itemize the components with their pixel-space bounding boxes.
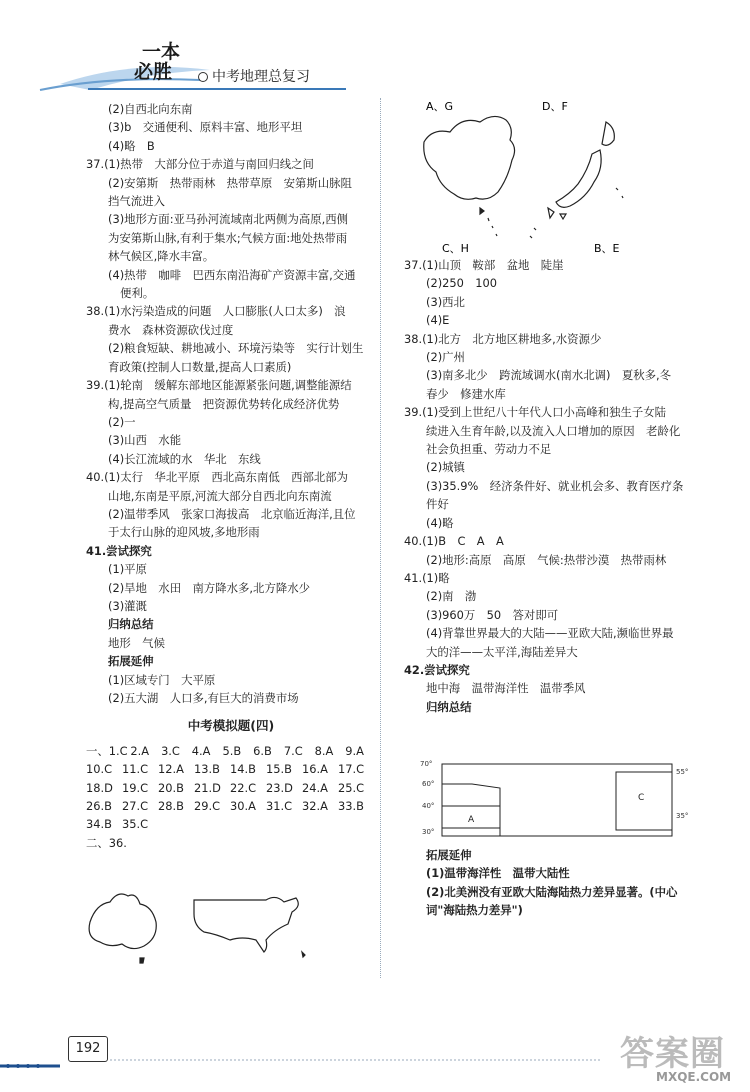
text-line: 37.(1)热带 大部分位于赤道与南回归线之间	[86, 157, 314, 172]
text-line: 40.(1)太行 华北平原 西北高东南低 西部北部为	[86, 470, 349, 485]
text-line: 41.尝试探究	[86, 543, 152, 558]
text-line: 春少 修建水库	[426, 386, 506, 401]
answer-cell: 33.B	[338, 799, 364, 814]
text-line: 38.(1)水污染造成的问题 人口膨胀(人口太多) 浪	[86, 304, 346, 319]
text-line: 便利。	[120, 286, 155, 301]
text-line: 大的洋——太平洋,海陆差异大	[426, 644, 578, 659]
answer-cell: 20.B	[158, 780, 184, 795]
text-line: (4)长江流域的水 华北 东线	[108, 451, 261, 466]
text-line: 42.尝试探究	[404, 662, 470, 677]
text-line: (2)五大湖 人口多,有巨大的消费市场	[108, 691, 299, 705]
answer-cell: 16.A	[302, 762, 328, 777]
answer-cell: 32.A	[302, 799, 328, 814]
exam-title: 中考模拟题(四)	[187, 718, 275, 734]
answer-cell: 11.C	[122, 762, 149, 777]
text-line: 归纳总结	[108, 617, 154, 632]
answer-row	[86, 797, 376, 815]
text-line: 40.(1)B C A A	[404, 534, 504, 549]
answer-cell: 8.A	[314, 743, 334, 758]
text-line: 39.(1)轮南 缓解东部地区能源紧张问题,调整能源结	[86, 378, 352, 393]
usa-outline-icon	[194, 897, 305, 957]
lat-35: 35°	[676, 812, 689, 820]
lat-40: 40°	[422, 802, 435, 810]
text-line: (4)略 B	[108, 138, 155, 153]
text-line: (2)旱地 水田 南方降水多,北方降水少	[108, 580, 311, 595]
text-line: (2)地形:高原 高原 气候:热带沙漠 热带雨林	[426, 552, 667, 567]
lat-70: 70°	[420, 760, 433, 768]
text-line: 山地,东南是平原,河流大部分自西北向东南流	[108, 488, 332, 503]
answer-cell: 12.A	[158, 762, 184, 777]
text-line: (3)960万 50 答对即可	[426, 607, 559, 622]
text-line: (3)西北	[426, 294, 465, 309]
answer-cell: 27.C	[122, 799, 149, 814]
text-line: (2)城镇	[426, 460, 465, 475]
answer-cell: 9.A	[345, 743, 364, 758]
answer-cell: 10.C	[86, 762, 113, 777]
answer-cell: 15.B	[266, 762, 292, 777]
answer-cell: 18.D	[86, 780, 113, 795]
answer-cell: 35.C	[122, 817, 149, 832]
text-line: 育政策(控制人口数量,提高人口素质)	[108, 359, 292, 374]
text-line: (4)略	[426, 515, 454, 530]
answer-cell: 5.B	[222, 743, 242, 758]
text-line: 拓展延伸	[426, 848, 472, 862]
map-label-ch: C、H	[442, 242, 469, 255]
map-label-df: D、F	[542, 100, 568, 113]
text-line: 地形 气候	[108, 635, 165, 650]
outline-maps-china-japan	[410, 98, 730, 256]
answer-cell: 13.B	[194, 762, 220, 777]
text-line: 挡气流进入	[108, 194, 165, 209]
text-line: (2)250 100	[426, 276, 498, 291]
header-underline	[88, 88, 346, 90]
region-c: C	[638, 793, 645, 803]
bullet-icon	[198, 72, 208, 82]
text-line: 39.(1)受到上世纪八十年代人口小高峰和独生子女陆	[404, 405, 667, 420]
answer-cell: 21.D	[194, 780, 221, 795]
text-line: 社会负担重、劳动力不足	[426, 442, 552, 457]
text-line: 归纳总结	[426, 699, 472, 714]
text-line: (2)北美洲没有亚欧大陆海陆热力差异显著。(中心	[426, 884, 678, 899]
lat-60: 60°	[422, 780, 435, 788]
lat-30: 30°	[422, 828, 435, 836]
text-line: 林气候区,降水丰富。	[108, 249, 215, 264]
question-36-label: 二、36.	[86, 835, 127, 850]
right-column-extension	[404, 846, 744, 920]
map-label-be: B、E	[594, 242, 620, 255]
answer-row	[86, 742, 376, 760]
text-line: (3)南多北少 跨流域调水(南水北调) 夏秋多,冬	[426, 368, 672, 383]
answer-cell: 23.D	[266, 780, 293, 795]
text-line: (4)背靠世界最大的大陆——亚欧大陆,濒临世界最	[426, 626, 674, 641]
answer-cell: 6.B	[253, 743, 272, 758]
book-logo	[128, 42, 198, 86]
page-number: 192	[68, 1036, 108, 1062]
text-line: 词"海陆热力差异")	[426, 903, 523, 918]
text-line: (2)安第斯 热带雨林 热带草原 安第斯山脉阻	[108, 175, 352, 190]
text-line: (1)区域专门 大平原	[108, 672, 216, 687]
answer-cell: 17.C	[338, 762, 365, 777]
australia-outline-icon	[89, 894, 156, 963]
header-swoosh-icon	[0, 0, 750, 92]
text-line: 37.(1)山顶 鞍部 盆地 陡崖	[404, 258, 564, 272]
column-divider	[380, 98, 382, 978]
right-column	[404, 256, 744, 716]
text-line: (4)热带 咖啡 巴西东南沿海矿产资源丰富,交通	[108, 267, 356, 282]
text-line: 费水 森林资源砍伐过度	[108, 322, 234, 337]
answer-cell: 26.B	[86, 799, 112, 814]
text-line: 件好	[426, 497, 449, 512]
text-line: 为安第斯山脉,有利于集水;气候方面:地处热带雨	[108, 230, 348, 245]
text-line: (3)山西 水能	[108, 433, 182, 448]
text-line: (2)自西北向东南	[108, 102, 193, 116]
text-line: 构,提高空气质量 把资源优势转化成经济优势	[108, 396, 340, 411]
text-line: (3)b 交通便利、原料丰富、地形平坦	[108, 120, 303, 135]
text-line: (2)粮食短缺、耕地减小、环境污染等 实行计划生	[108, 341, 364, 356]
answer-cell: 30.A	[230, 799, 256, 814]
text-line: (2)广州	[426, 350, 465, 365]
text-line: (1)平原	[108, 562, 147, 577]
text-line: (1)温带海洋性 温带大陆性	[426, 866, 570, 881]
watermark-text: 答案圈	[620, 1034, 725, 1074]
text-line: 38.(1)北方 北方地区耕地多,水资源少	[404, 331, 602, 346]
text-line: (4)E	[426, 313, 450, 328]
answer-cell: 4.A	[191, 743, 211, 758]
logo-line1: 一本	[142, 41, 181, 63]
watermark-logo	[616, 1026, 746, 1088]
text-line: (2)一	[108, 414, 136, 429]
answer-cell: 29.C	[194, 799, 221, 814]
text-line: (3)灌溉	[108, 598, 147, 613]
logo-line2: 必胜	[134, 61, 173, 83]
left-column	[86, 100, 376, 852]
answer-cell: 19.C	[122, 780, 149, 795]
answer-cell: 24.A	[302, 780, 328, 795]
answer-cell: 3.C	[161, 743, 180, 758]
watermark-url: MXQE.COM	[656, 1070, 732, 1084]
answer-cell: 2.A	[130, 743, 150, 758]
japan-outline-icon	[530, 122, 623, 238]
text-line: (2)南 渤	[426, 589, 477, 604]
text-line: 地中海 温带海洋性 温带季风	[426, 681, 586, 696]
answer-cell: 14.B	[230, 762, 256, 777]
answer-cell: 一、1.C	[86, 743, 128, 758]
latitude-climate-diagram	[420, 760, 710, 840]
answer-cell: 7.C	[283, 743, 303, 758]
answer-row	[86, 779, 376, 797]
china-outline-icon	[424, 116, 515, 236]
page-header	[0, 0, 750, 92]
text-line: 于太行山脉的迎风坡,多地形雨	[108, 525, 260, 540]
answer-cell: 28.B	[158, 799, 184, 814]
answer-row	[86, 760, 376, 778]
map-label-ag: A、G	[426, 100, 454, 113]
answer-grid	[86, 742, 376, 834]
text-line: (3)35.9% 经济条件好、就业机会多、教育医疗条	[426, 478, 684, 493]
text-line: 续进入生育年龄,以及流入人口增加的原因 老龄化	[426, 423, 681, 438]
lat-55: 55°	[676, 768, 689, 776]
text-line: 41.(1)略	[404, 570, 450, 585]
text-line: (2)温带季风 张家口海拔高 北京临近海洋,且位	[108, 506, 356, 521]
series-title: 中考地理总复习	[212, 69, 310, 85]
answer-cell: 25.C	[338, 780, 365, 795]
answer-cell: 34.B	[86, 817, 112, 832]
answer-cell: 22.C	[230, 780, 257, 795]
text-line: 拓展延伸	[108, 654, 154, 669]
region-a: A	[468, 815, 475, 825]
answer-row	[86, 815, 376, 833]
answer-cell: 31.C	[266, 799, 293, 814]
outline-maps-australia-usa	[70, 882, 370, 968]
text-line: (3)地形方面:亚马孙河流域南北两侧为高原,西侧	[108, 212, 349, 227]
